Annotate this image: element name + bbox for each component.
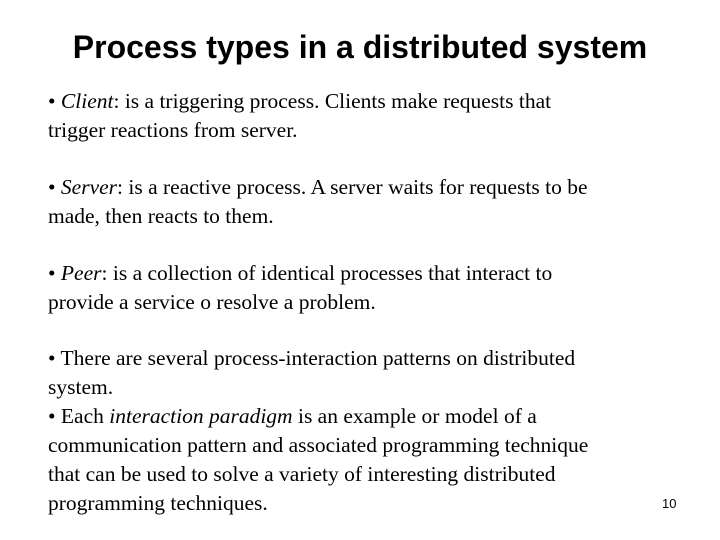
- bullet-peer: [48, 259, 688, 317]
- page-number: 10: [662, 496, 677, 511]
- bullet-client: [48, 87, 688, 145]
- term-peer: Peer: [60, 261, 102, 285]
- bullet-client-line-2: trigger reactions from server.: [48, 118, 298, 142]
- bullet-paradigm-prefix: • Each: [48, 404, 110, 428]
- bullet-peer-text: : is a collection of identical processes that interact to: [101, 261, 553, 285]
- bullet-paradigm: [48, 402, 688, 518]
- bullet-client-text: : is a triggering process. Clients make requests that: [113, 89, 552, 113]
- bullet-server-line-2: made, then reacts to them.: [48, 204, 274, 228]
- term-interaction-paradigm: interaction paradigm: [109, 404, 293, 428]
- bullet-patterns-line-1: • There are several process-interaction patterns on distributed: [48, 346, 576, 370]
- bullet-peer-line-2: provide a service o resolve a problem.: [48, 290, 376, 314]
- bullet-marker: •: [48, 89, 61, 113]
- bullet-paradigm-line-4: programming techniques.: [48, 491, 268, 515]
- bullet-client-line-1: [48, 87, 688, 116]
- bullet-marker: •: [48, 261, 61, 285]
- bullet-patterns-line-2: system.: [48, 375, 114, 399]
- bullet-server-line-1: [48, 173, 688, 202]
- term-server: Server: [60, 175, 118, 199]
- bullet-peer-line-1: [48, 259, 688, 288]
- term-client: Client: [60, 89, 114, 113]
- slide-title: Process types in a distributed system: [72, 29, 648, 66]
- bullet-marker: •: [48, 175, 61, 199]
- bullet-server-text: : is a reactive process. A server waits for requests to be: [117, 175, 588, 199]
- bullet-paradigm-line-3: that can be used to solve a variety of interesting distributed: [48, 462, 556, 486]
- bullet-patterns: [48, 344, 688, 402]
- bullet-server: [48, 173, 688, 231]
- bullet-paradigm-line-2: communication pattern and associated programming technique: [48, 433, 589, 457]
- bullet-paradigm-line-1: [48, 402, 688, 431]
- bullet-paradigm-text: is an example or model of a: [292, 404, 537, 428]
